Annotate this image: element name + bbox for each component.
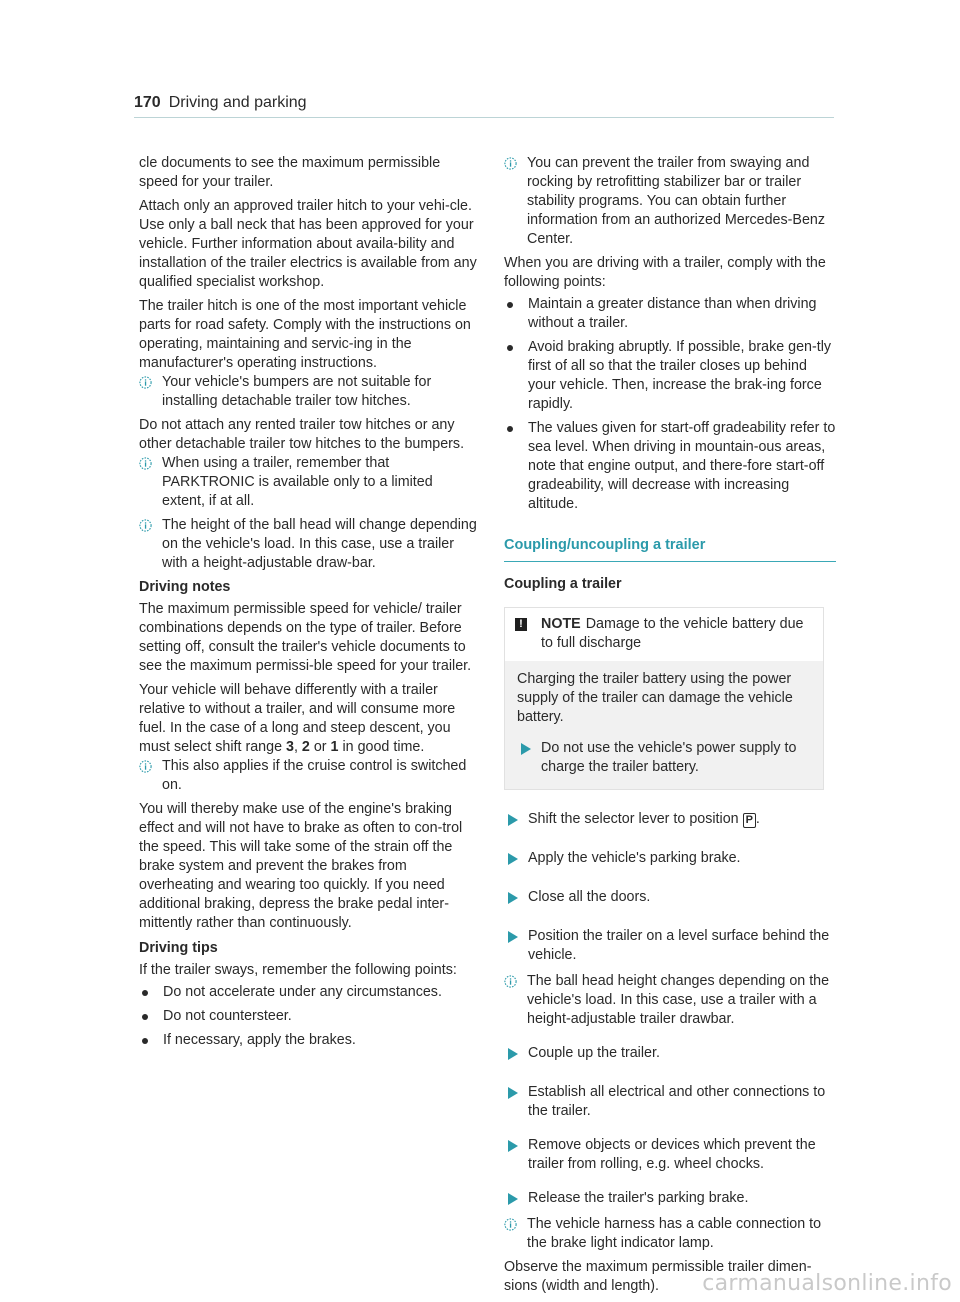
list-item [139,1031,479,1050]
page-number: 170 [134,94,161,111]
paragraph [139,681,479,757]
step [504,1083,836,1121]
info-tip-icon [139,376,152,389]
gear-position-p-symbol: P [743,813,756,828]
list-item-text: Do not countersteer. [163,1008,292,1024]
step-text: Remove objects or devices which prevent the trailer from rolling, e.g. wheel chocks. [528,1137,816,1172]
step-arrow-icon [504,1136,514,1160]
right-column [504,154,836,1301]
tip-note [139,516,479,573]
shift-range-2: 2 [301,739,310,755]
step [504,888,836,912]
bullet-list [139,983,479,1050]
page-header [134,94,834,112]
list-item [504,295,836,333]
shift-range-1: 1 [330,739,339,755]
list-item-text: Avoid braking abruptly. If possible, brake gen-tly first of all so that the trailer closes up behind your vehicle. Then, increase the brak-ing force rapidly. [528,339,832,412]
step-text: Close all the doors. [528,889,651,905]
step [504,1044,836,1068]
tip-text: You can prevent the trailer from swaying and rocking by retrofitting stabilizer bar or trailer stability programs. You can obtain further information from an authorized Mercedes-Benz Center. [527,155,825,247]
list-item-text: The values given for start-off gradeability refer to sea level. When driving in mountain-ous areas, note that engine output, and there-fore start-off gradeability, will decrease with increasing altitude. [528,420,836,512]
info-tip-icon [504,1218,517,1231]
info-tip-icon [139,457,152,470]
step-text-part: . [755,811,760,827]
tip-note [504,1215,836,1253]
notice-header [505,608,823,661]
paragraph: The trailer hitch is one of the most important vehicle parts for road safety. Comply with the instructions on operating, maintaining and servic-ing in the manufacturer's operating instructions. [139,298,471,371]
step [504,810,836,834]
paragraph-text: Your vehicle will behave differently with a trailer relative to without a trailer, and will consume more fuel. In the case of a long and steep descent, you must select shift range [139,682,456,755]
tip-text: Your vehicle's bumpers are not suitable for installing detachable trailer tow hitches. [162,374,432,409]
bullet-dot [507,426,513,432]
step-text: Couple up the trailer. [528,1045,660,1061]
info-tip-icon [504,157,517,170]
tip-note [504,154,836,249]
bullet-dot [142,990,148,996]
step-text: Position the trailer on a level surface behind the vehicle. [528,928,830,963]
notice-body-text: Charging the trailer battery using the power supply of the trailer can damage the vehicle battery. [517,671,793,725]
step-arrow-icon [517,739,527,763]
tip-text: This also applies if the cruise control is switched on. [162,758,467,793]
notice-step [517,739,811,777]
step [504,1189,836,1213]
running-title: Driving and parking [168,94,307,111]
tip-note [139,454,479,511]
step-text: Establish all electrical and other connections to the trailer. [528,1084,826,1119]
info-tip-icon [139,760,152,773]
notice-heading [541,615,813,653]
bullet-dot [142,1038,148,1044]
bullet-dot [507,345,513,351]
list-item-text: If necessary, apply the brakes. [163,1032,356,1048]
step-arrow-icon [504,927,514,951]
step-arrow-icon [504,849,514,873]
paragraph: Do not attach any rented trailer tow hitches or any other detachable trailer tow hitches to the bumpers. [139,417,465,452]
step-text: Release the trailer's parking brake. [528,1190,749,1206]
paragraph: If the trailer sways, remember the following points: [139,962,457,978]
tip-note [504,972,836,1029]
tip-note [139,757,479,795]
section-heading: Driving tips [139,940,218,956]
list-item [504,419,836,514]
notice-exclamation-icon: ! [515,618,527,631]
step-arrow-icon [504,888,514,912]
list-item-text: Do not accelerate under any circumstances. [163,984,442,1000]
bullet-dot [507,302,513,308]
step [504,1136,836,1174]
paragraph: cle documents to see the maximum permissible speed for your trailer. [139,155,441,190]
tip-note [139,373,479,411]
paragraph-text: , [293,739,302,755]
paragraph: The maximum permissible speed for vehicle/ trailer combinations depends on the type of trailer. Before setting off, consult the trailer's vehicle documents to see the maximum permissi-ble speed for your trailer. [139,601,472,674]
section-title: Coupling/uncoupling a trailer [504,536,836,562]
step-text [528,810,836,829]
notice-body [505,661,823,789]
tip-text: When using a trailer, remember that PARKTRONIC is available only to a limited extent, if at all. [162,455,433,509]
tip-text: The ball head height changes depending on the vehicle's load. In this case, use a trailer with a height-adjustable trailer drawbar. [527,973,830,1027]
bullet-list [504,295,836,514]
paragraph: Observe the maximum permissible trailer dimen-sions (width and length). [504,1259,812,1294]
tip-text: The vehicle harness has a cable connection to the brake light indicator lamp. [527,1216,822,1251]
list-item [139,983,479,1002]
paragraph: You will thereby make use of the engine's braking effect and will not have to brake as often to con-trol the speed. This will take some of the strain off the brake system and prevent the brakes from overheating and wearing too quickly. If you need additional braking, depress the brake pedal inter-mittently rather than continuously. [139,801,463,931]
step-text: Apply the vehicle's parking brake. [528,850,741,866]
notice-box [504,607,824,790]
step-text-part: Shift the selector lever to position [528,811,743,827]
watermark: carmanualsonline.info [702,1271,952,1296]
step-text: Do not use the vehicle's power supply to charge the trailer battery. [541,740,797,775]
notice-text: Damage to the vehicle battery due to full discharge [541,616,804,651]
paragraph: When you are driving with a trailer, comply with the following points: [504,255,826,290]
paragraph-text: or [309,739,331,755]
step-arrow-icon [504,1044,514,1068]
paragraph: Attach only an approved trailer hitch to your vehi-cle. Use only a ball neck that has been approved for your vehicle. Further information about availa-bility and installation of the trailer electrics is available from any qualified specialist workshop. [139,198,477,290]
section-heading: Driving notes [139,579,231,595]
paragraph-text: in good time. [338,739,425,755]
info-tip-icon [504,975,517,988]
list-item [139,1007,479,1026]
step-arrow-icon [504,1083,514,1107]
step-arrow-icon [504,1189,514,1213]
step-arrow-icon [504,810,514,834]
shift-range-3: 3 [286,739,294,755]
bullet-dot [142,1014,148,1020]
list-item-text: Maintain a greater distance than when driving without a trailer. [528,296,817,331]
left-column [139,154,479,1055]
header-rule [134,117,834,118]
tip-text: The height of the ball head will change depending on the vehicle's load. In this case, use a trailer with a height-adjustable draw-bar. [162,517,477,571]
list-item [504,338,836,414]
info-tip-icon [139,519,152,532]
step [504,849,836,873]
step [504,927,836,965]
sub-title: Coupling a trailer [504,576,622,592]
notice-label: NOTE [541,616,581,632]
